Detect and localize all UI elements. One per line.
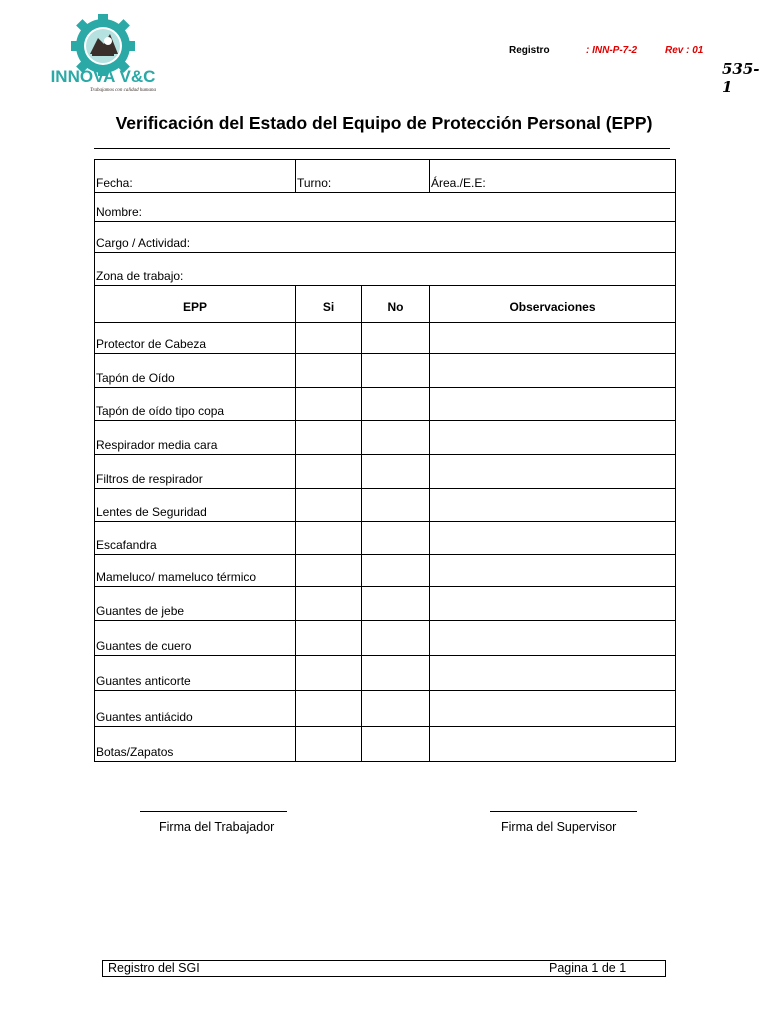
revision-label: Rev : 01: [665, 45, 704, 56]
form-row-fecha: [95, 160, 676, 193]
form-row-cargo: [95, 222, 676, 253]
registro-label: Registro: [509, 45, 550, 56]
logo-tagline: Trabajamos con calidad humana: [90, 88, 156, 93]
cargo-field[interactable]: [95, 222, 676, 253]
observaciones-cell[interactable]: [430, 489, 676, 522]
table-row: [95, 621, 676, 656]
supervisor-signature-label: Firma del Supervisor: [501, 820, 617, 834]
table-row: [95, 727, 676, 762]
table-row: [95, 555, 676, 587]
epp-item-label: Lentes de Seguridad: [95, 489, 296, 522]
si-checkbox-cell[interactable]: [296, 587, 362, 621]
table-row: [95, 656, 676, 691]
area-field[interactable]: [430, 160, 676, 193]
table-row: [95, 587, 676, 621]
cargo-label: Cargo / Actividad:: [96, 236, 191, 250]
si-checkbox-cell[interactable]: [296, 455, 362, 489]
worker-signature-label: Firma del Trabajador: [159, 820, 275, 834]
epp-form-table: [94, 159, 676, 762]
no-checkbox-cell[interactable]: [362, 421, 430, 455]
no-checkbox-cell[interactable]: [362, 354, 430, 388]
form-row-zona: [95, 253, 676, 286]
column-header-no: No: [362, 286, 430, 323]
column-header-si: Si: [296, 286, 362, 323]
handwritten-number: 535-1: [722, 60, 760, 96]
supervisor-signature-line[interactable]: [490, 811, 637, 812]
table-row: [95, 489, 676, 522]
no-checkbox-cell[interactable]: [362, 587, 430, 621]
epp-item-label: Guantes anticorte: [95, 656, 296, 691]
observaciones-cell[interactable]: [430, 621, 676, 656]
observaciones-cell[interactable]: [430, 555, 676, 587]
footer-registro: Registro del SGI: [108, 961, 200, 975]
table-row: [95, 323, 676, 354]
registro-code: : INN-P-7-2: [586, 45, 638, 56]
observaciones-cell[interactable]: [430, 388, 676, 421]
footer-page-number: Pagina 1 de 1: [549, 961, 627, 975]
no-checkbox-cell[interactable]: [362, 455, 430, 489]
epp-item-label: Botas/Zapatos: [95, 727, 296, 762]
table-row: [95, 522, 676, 555]
si-checkbox-cell[interactable]: [296, 656, 362, 691]
table-row: [95, 354, 676, 388]
observaciones-cell[interactable]: [430, 522, 676, 555]
si-checkbox-cell[interactable]: [296, 489, 362, 522]
zona-field[interactable]: [95, 253, 676, 286]
no-checkbox-cell[interactable]: [362, 323, 430, 354]
table-row: [95, 388, 676, 421]
epp-item-label: Mameluco/ mameluco térmico: [95, 555, 296, 587]
epp-item-label: Filtros de respirador: [95, 455, 296, 489]
observaciones-cell[interactable]: [430, 727, 676, 762]
no-checkbox-cell[interactable]: [362, 388, 430, 421]
table-row: [95, 421, 676, 455]
turno-field[interactable]: [296, 160, 430, 193]
si-checkbox-cell[interactable]: [296, 354, 362, 388]
no-checkbox-cell[interactable]: [362, 656, 430, 691]
observaciones-cell[interactable]: [430, 455, 676, 489]
observaciones-cell[interactable]: [430, 656, 676, 691]
si-checkbox-cell[interactable]: [296, 691, 362, 727]
observaciones-cell[interactable]: [430, 421, 676, 455]
epp-item-label: Tapón de Oído: [95, 354, 296, 388]
turno-label: Turno:: [297, 176, 332, 190]
form-row-nombre: [95, 193, 676, 222]
no-checkbox-cell[interactable]: [362, 489, 430, 522]
fecha-label: Fecha:: [96, 176, 133, 190]
epp-item-label: Tapón de oído tipo copa: [95, 388, 296, 421]
observaciones-cell[interactable]: [430, 691, 676, 727]
epp-item-label: Guantes de cuero: [95, 621, 296, 656]
si-checkbox-cell[interactable]: [296, 388, 362, 421]
si-checkbox-cell[interactable]: [296, 323, 362, 354]
si-checkbox-cell[interactable]: [296, 621, 362, 656]
zona-label: Zona de trabajo:: [96, 269, 184, 283]
area-label: Área./E.E:: [431, 176, 486, 190]
nombre-field[interactable]: [95, 193, 676, 222]
column-header-observaciones: Observaciones: [430, 286, 676, 323]
observaciones-cell[interactable]: [430, 587, 676, 621]
title-divider: [94, 148, 670, 149]
epp-item-label: Guantes de jebe: [95, 587, 296, 621]
no-checkbox-cell[interactable]: [362, 727, 430, 762]
document-title: Verificación del Estado del Equipo de Protección Personal (EPP): [115, 113, 653, 133]
si-checkbox-cell[interactable]: [296, 522, 362, 555]
no-checkbox-cell[interactable]: [362, 555, 430, 587]
observaciones-cell[interactable]: [430, 354, 676, 388]
fecha-field[interactable]: [95, 160, 296, 193]
no-checkbox-cell[interactable]: [362, 691, 430, 727]
si-checkbox-cell[interactable]: [296, 555, 362, 587]
epp-item-label: Protector de Cabeza: [95, 323, 296, 354]
logo-text: INNOVA V&C: [50, 67, 156, 86]
worker-signature-line[interactable]: [140, 811, 287, 812]
table-row: [95, 691, 676, 727]
column-header-row: [95, 286, 676, 323]
table-row: [95, 455, 676, 489]
si-checkbox-cell[interactable]: [296, 421, 362, 455]
column-header-epp: EPP: [95, 286, 296, 323]
epp-item-label: Guantes antiácido: [95, 691, 296, 727]
nombre-label: Nombre:: [96, 205, 143, 219]
si-checkbox-cell[interactable]: [296, 727, 362, 762]
no-checkbox-cell[interactable]: [362, 522, 430, 555]
no-checkbox-cell[interactable]: [362, 621, 430, 656]
observaciones-cell[interactable]: [430, 323, 676, 354]
company-logo: [28, 14, 178, 94]
epp-item-label: Escafandra: [95, 522, 296, 555]
epp-item-label: Respirador media cara: [95, 421, 296, 455]
